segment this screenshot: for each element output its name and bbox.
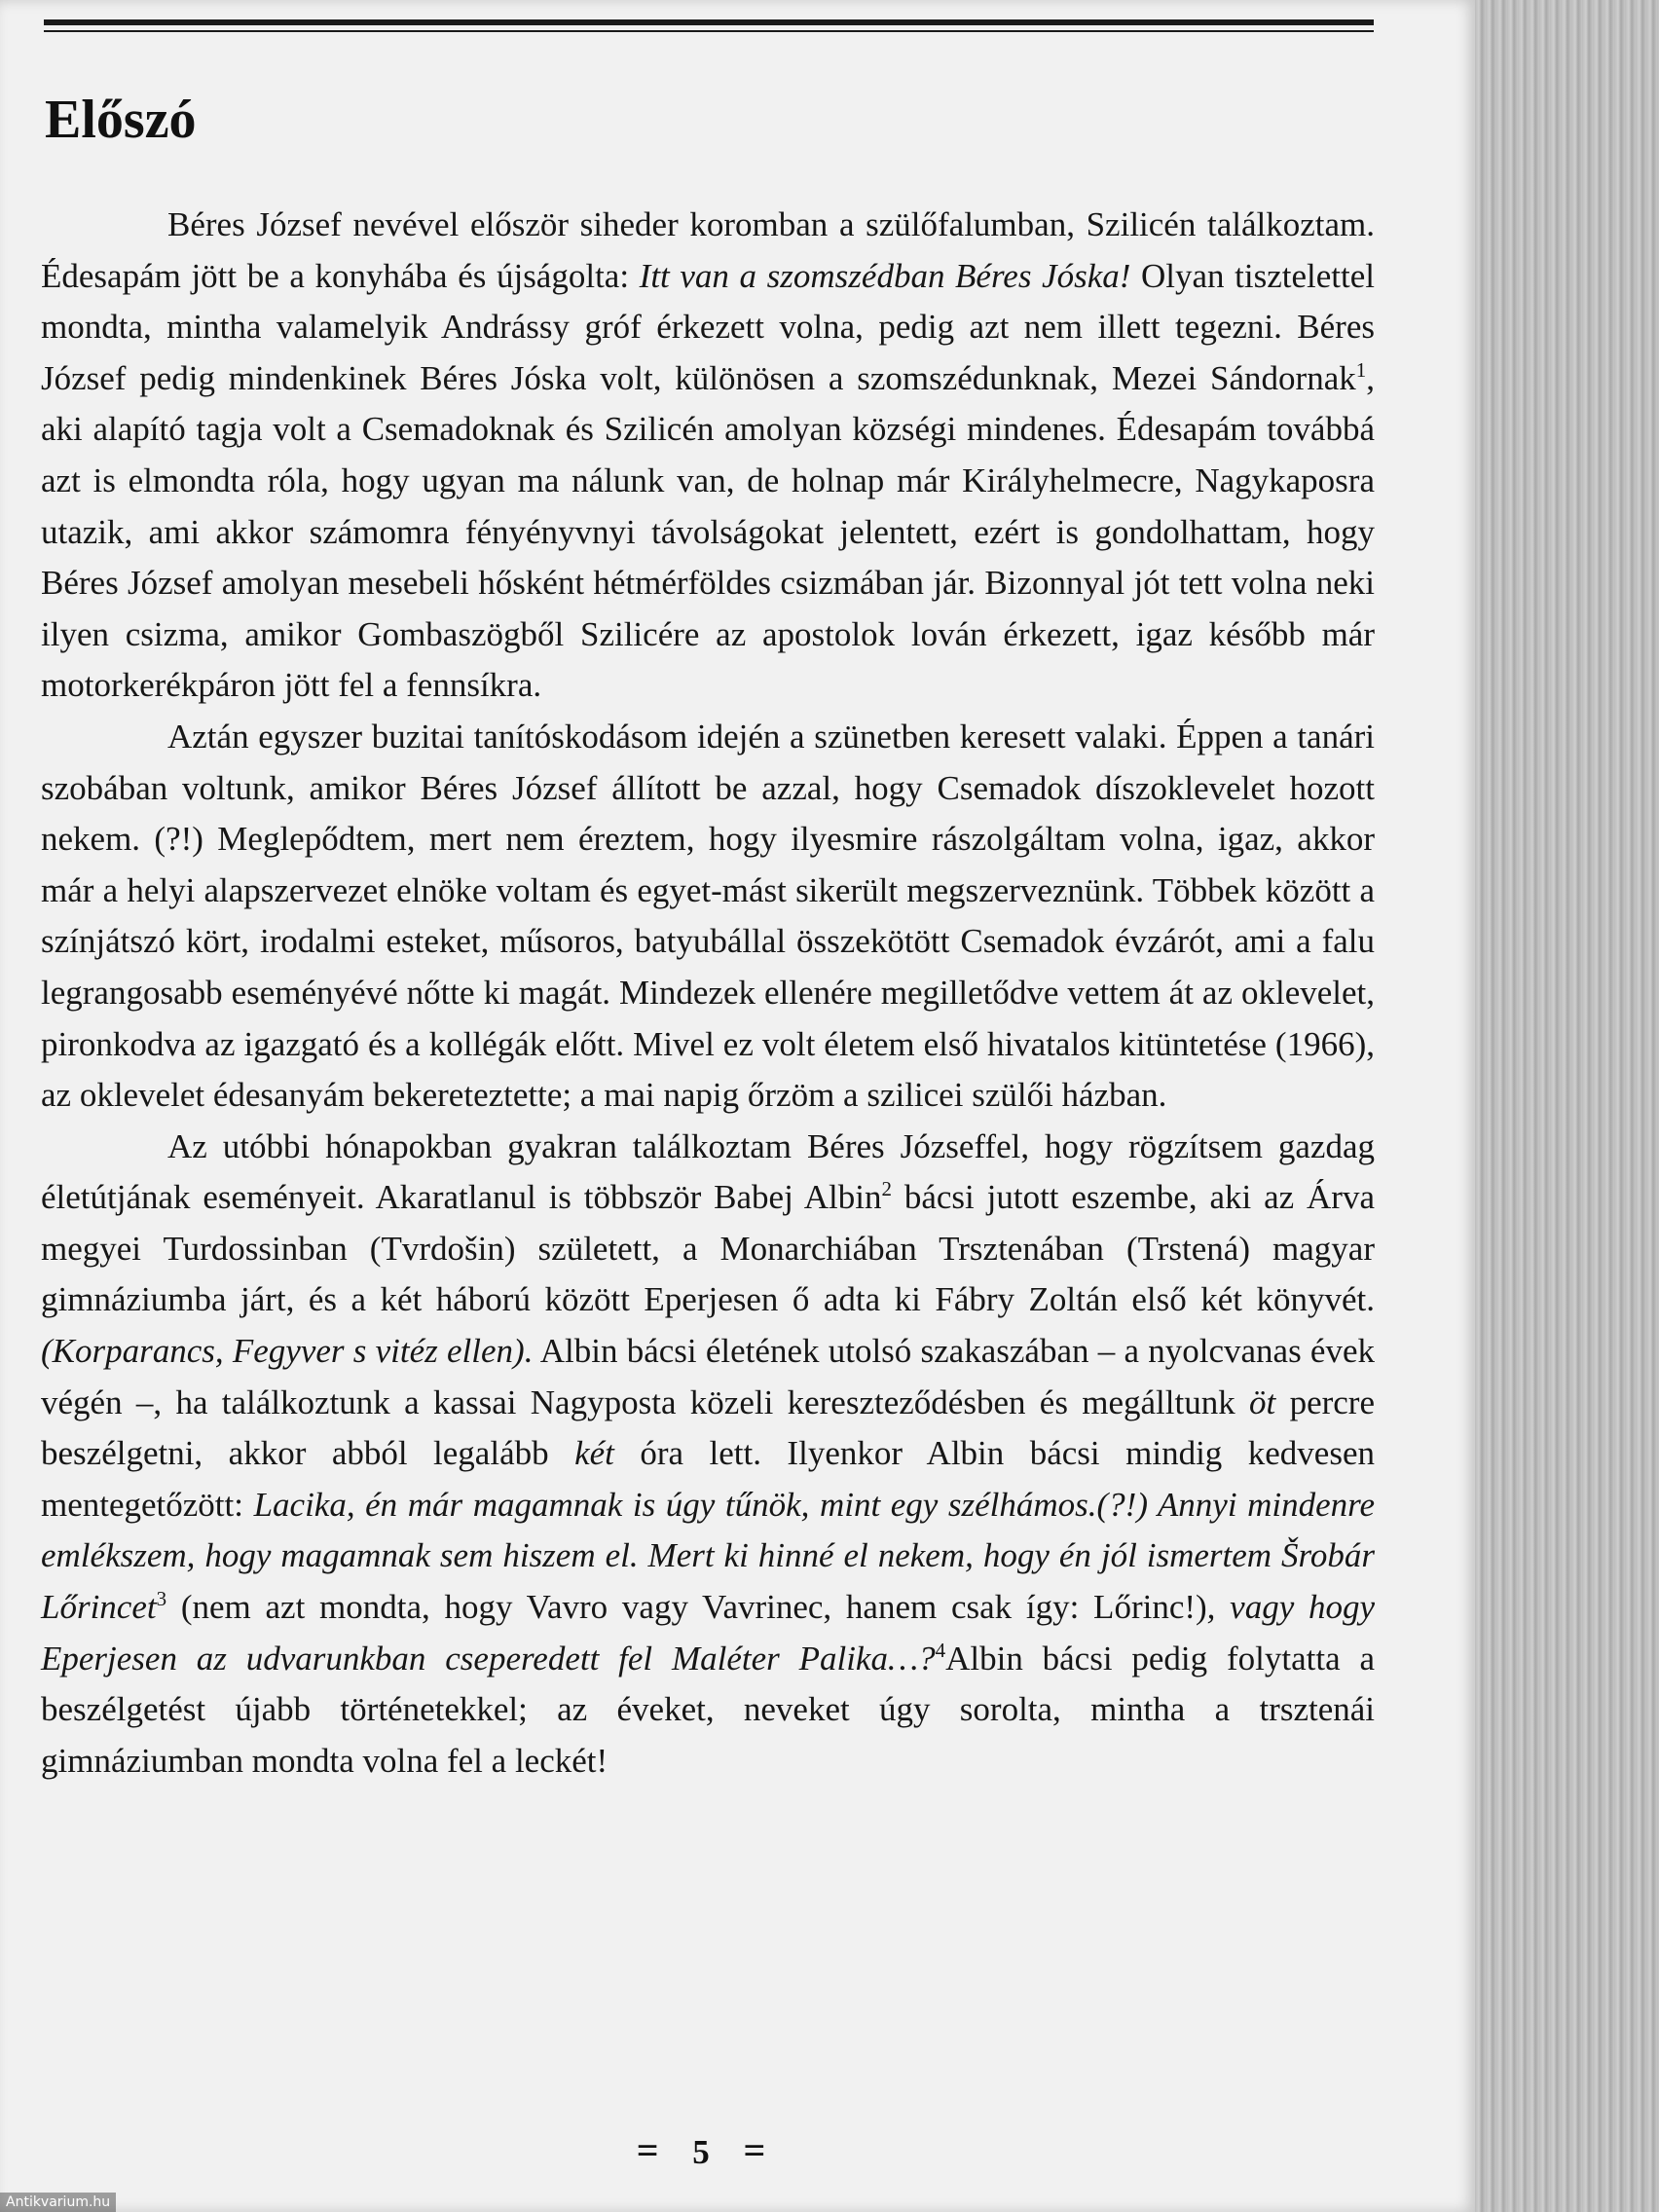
italic-text: (Korparancs, Fegyver s vitéz ellen).	[41, 1332, 534, 1371]
footnote-marker: 3	[156, 1587, 167, 1611]
text-run: bácsi jutott eszembe, aki az Árva megyei Turdossinban (Tvrdošin) született, a Monarchiában Trsztenában (Trstená) magyar gimnáziumba járt, és a két háború között Eperjesen ő adta ki Fábry Zoltán első két könyvét.	[41, 1178, 1375, 1319]
page-number: 5	[692, 2133, 710, 2171]
footnote-marker: 4	[935, 1638, 946, 1662]
italic-text: két	[574, 1434, 614, 1473]
book-spine-edge	[1475, 0, 1659, 2212]
text-run: percre beszélgetni, akkor abból legalább	[41, 1382, 1375, 1473]
paragraph-3	[41, 1122, 1375, 1788]
paragraph-2	[41, 712, 1375, 1122]
paragraph-1	[41, 200, 1375, 712]
watermark: Antikvarium.hu	[0, 2193, 116, 2212]
page-number-deco-right: =	[743, 2128, 766, 2172]
italic-text: Itt van a szomszédban Béres Jóska!	[639, 256, 1131, 295]
footnote-marker: 1	[1355, 357, 1367, 382]
text-run: óra lett. Ilyenkor Albin bácsi mindig kedvesen mentegetőzött:	[41, 1434, 1375, 1524]
text-run: , aki alapító tagja volt a Csemadoknak és Szilicén amolyan községi mindenes. Édesapám továbbá azt is elmondta róla, hogy ugyan ma nálunk van, de holnap már Királyhelmecre, Nagykaposra utazik, ami akkor számomra fényényvnyi távolságokat jelentett, ezért is gondolhattam, hogy Béres József amolyan mesebeli hősként hétmérföldes csizmában jár. Bizonnyal jót tett volna neki ilyen csizma, amikor Gombaszögből Szilicére az apostolok lován érkezett, igaz később már motorkerékpáron jött fel a fennsíkra.	[41, 358, 1375, 705]
italic-text: , vagy hogy Eperjesen az udvarunkban cseperedett fel Maléter Palika…?	[41, 1588, 1375, 1677]
header-rule-thick	[44, 19, 1374, 25]
page-number-footer	[623, 2127, 779, 2173]
italic-text: öt	[1249, 1382, 1276, 1421]
text-run: Albin bácsi pedig folytatta a beszélgetést újabb történetekkel; az éveket, neveket úgy sorolta, mintha a trsztenái gimnáziumban mondta volna fel a leckét!	[41, 1639, 1375, 1780]
text-run: (nem azt mondta, hogy Vavro vagy Vavrinec, hanem csak így: Lőrinc!)	[166, 1588, 1207, 1627]
body-text	[41, 200, 1375, 1787]
text-run: Az utóbbi hónapokban gyakran találkoztam Béres Józseffel, hogy rögzítsem gazdag életútjának eseményeit. Akaratlanul is többször Babej Albin	[41, 1126, 1375, 1217]
page-number-deco-left: =	[636, 2128, 659, 2172]
text-run: Olyan tisztelettel mondta, mintha valamelyik Andrássy gróf érkezett volna, pedig azt nem illett tegezni. Béres József pedig mindenkinek Béres Jóska volt, különösen a szomszédunknak, Mezei Sándornak	[41, 256, 1375, 397]
chapter-heading: Előszó	[45, 90, 197, 150]
text-run: Albin bácsi életének utolsó szakaszában – a nyolcvanas évek végén –, ha találkoztunk a kassai Nagyposta közeli kereszteződésben és megálltunk	[41, 1332, 1376, 1421]
footnote-marker: 2	[881, 1177, 892, 1201]
text-run: Béres József nevével először siheder koromban a szülőfalumban, Szilicén találkoztam. Édesapám jött be a konyhába és újságolta:	[41, 205, 1375, 295]
header-rule-thin	[44, 30, 1374, 32]
text-run: Aztán egyszer buzitai tanítóskodásom idején a szünetben keresett valaki. Éppen a tanári szobában voltunk, amikor Béres József állított be azzal, hogy Csemadok díszoklevelet hozott nekem. (?!) Meglepődtem, mert nem éreztem, hogy ilyesmire rászolgáltam volna, igaz, akkor már a helyi alapszervezet elnöke voltam és egyet-mást sikerült megszerveznünk. Többek között a színjátszó kört, irodalmi esteket, műsoros, batyubállal összekötött Csemadok évzárót, ami a falu legrangosabb eseményévé nőtte ki magát. Mindezek ellenére megilletődve vettem át az oklevelet, pironkodva az igazgató és a kollégák előtt. Mivel ez volt életem első hivatalos kitüntetése (1966), az oklevelet édesanyám bekereteztette; a mai napig őrzöm a szilicei szülői házban.	[41, 717, 1375, 1115]
italic-text: Lacika, én már magamnak is úgy tűnök, mint egy szélhámos.(?!) Annyi mindenre emlékszem, hogy magamnak sem hiszem el. Mert ki hinné el nekem, hogy én jól ismertem Šrobár Lőrincet	[41, 1485, 1376, 1627]
